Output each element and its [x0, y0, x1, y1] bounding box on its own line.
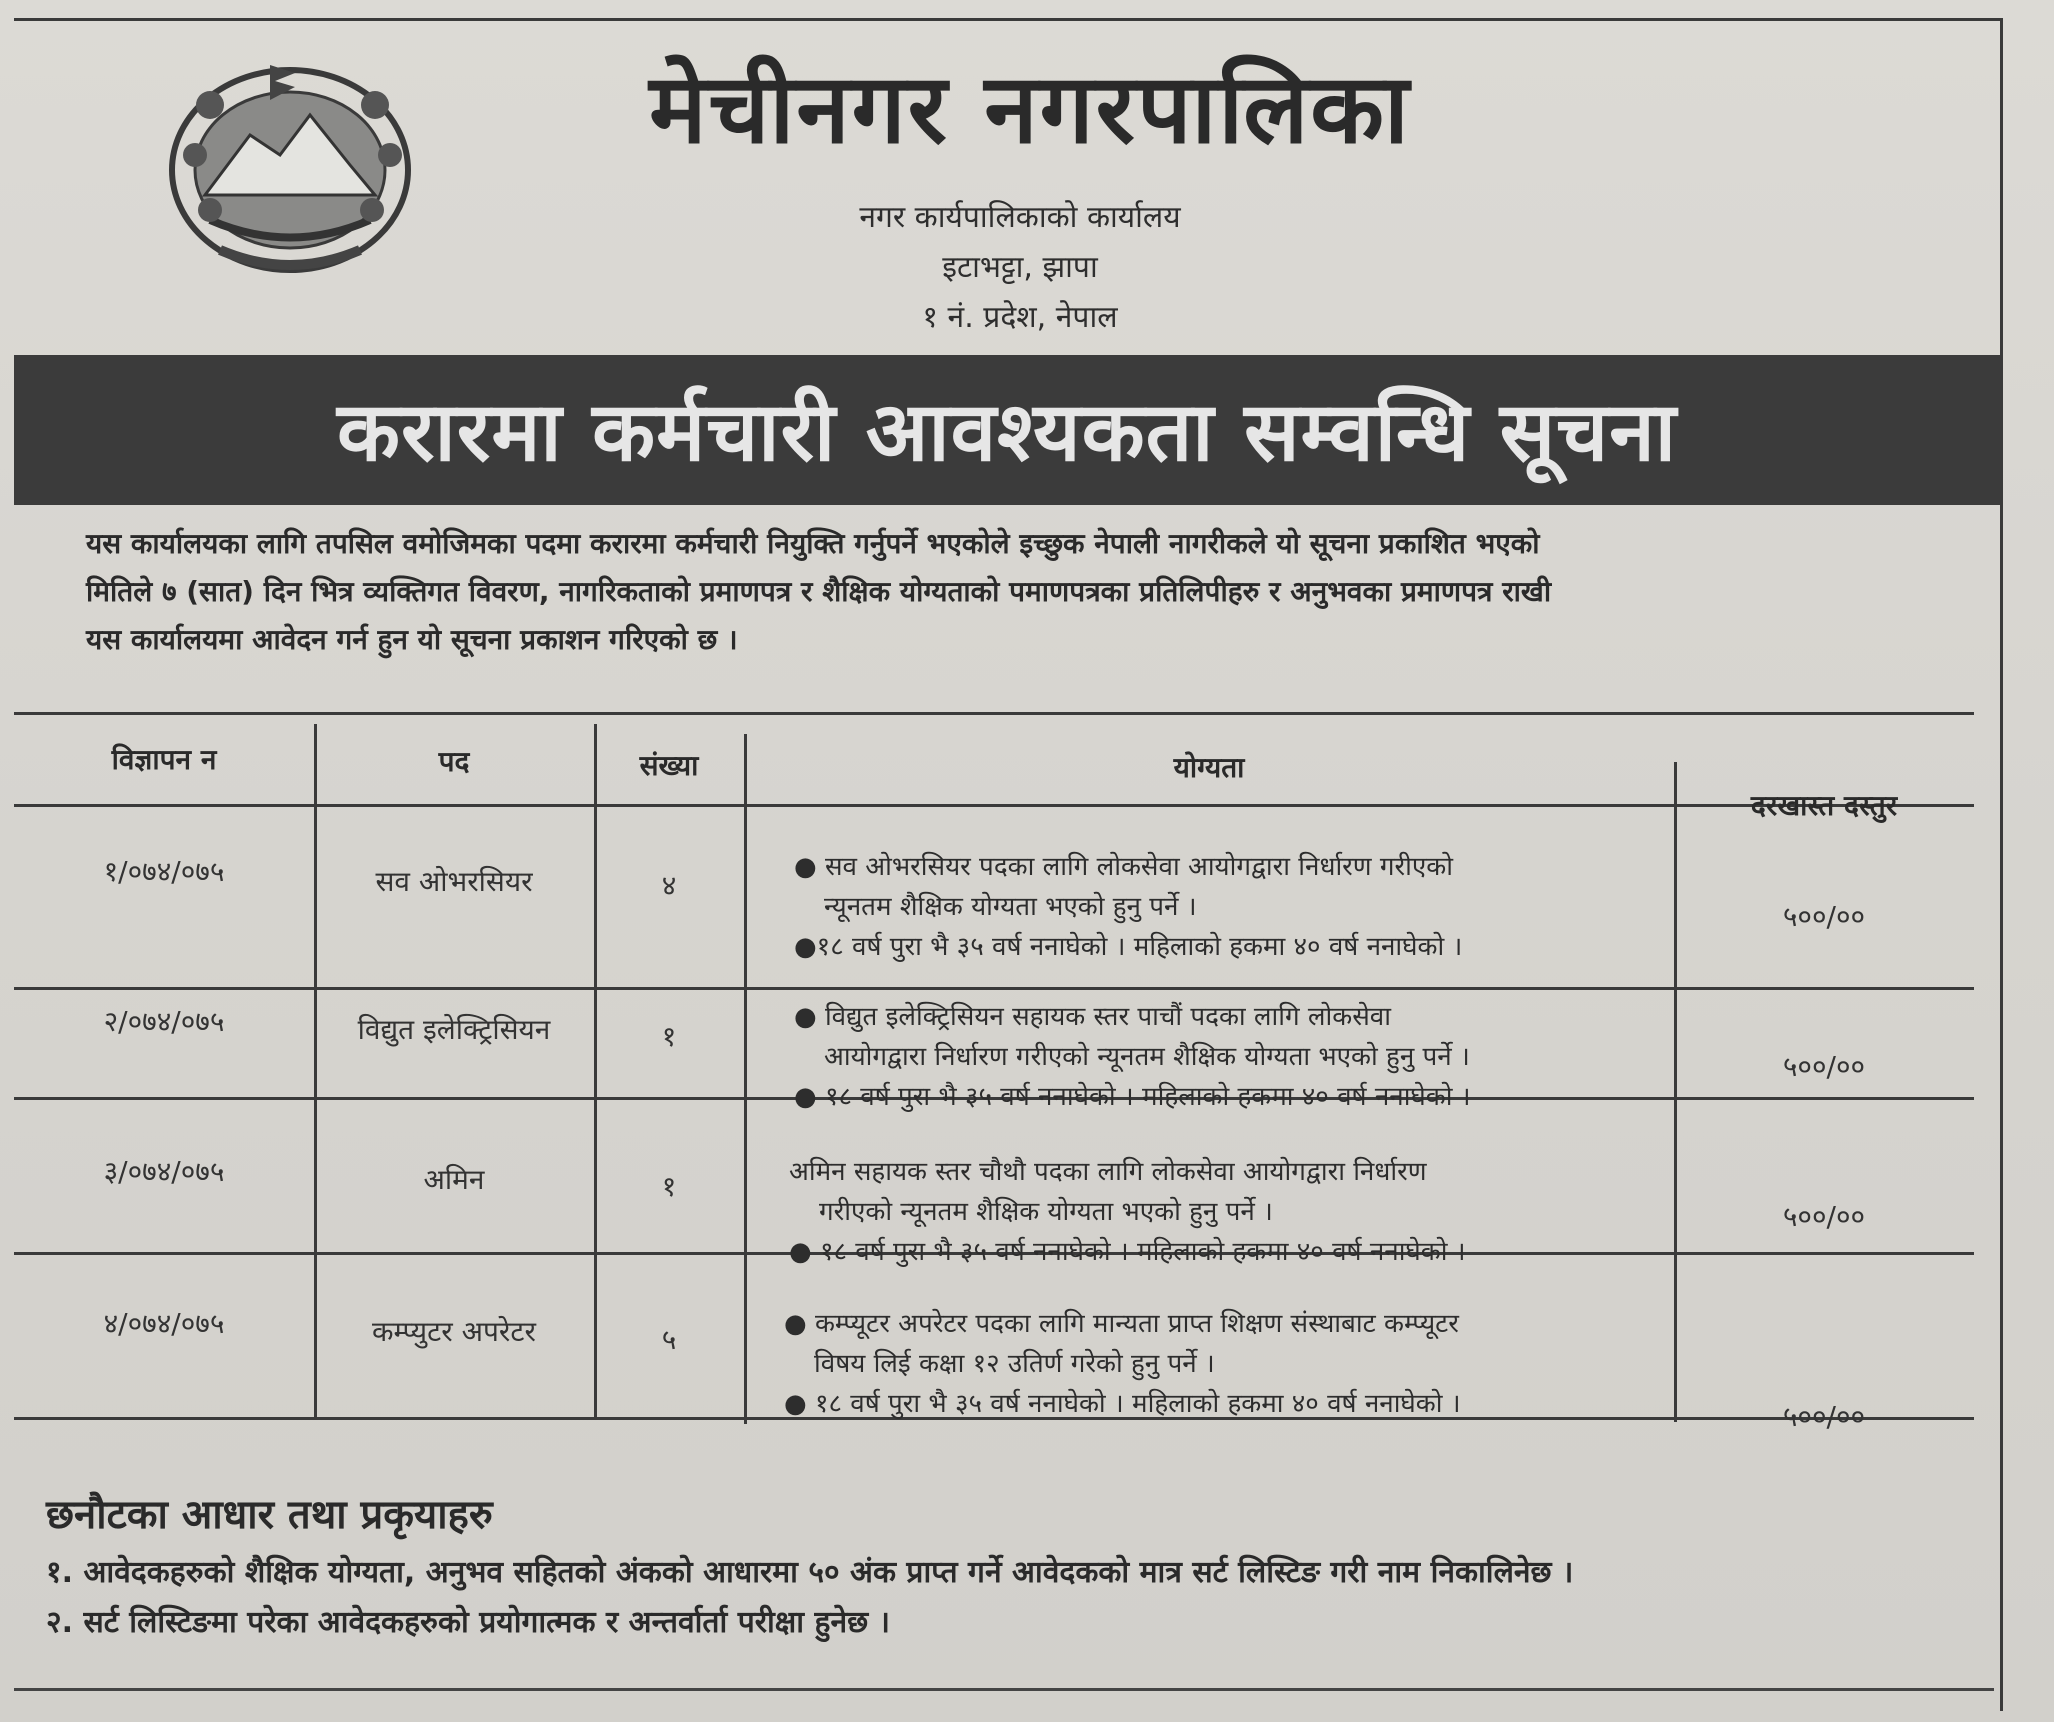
vacancy-table [14, 712, 1974, 1462]
intro-line: यस कार्यालयमा आवेदन गर्न हुन यो सूचना प्रकाशन गरिएको छ । [86, 623, 738, 656]
row-ad-no: २/०७४/०७५ [103, 1005, 225, 1038]
criteria-item: १. आवेदकहरुको शैक्षिक योग्यता, अनुभव सहितको अंकको आधारमा ५० अंक प्राप्त गर्ने आवेदकको मात्र सर्ट लिस्टिङ गरी नाम निकालिनेछ । [46, 1555, 1574, 1590]
intro-line: यस कार्यालयका लागि तपसिल वमोजिमका पदमा करारमा कर्मचारी नियुक्ति गर्नुपर्ने भएकोले इच्छुक नेपाली नागरीकले यो सूचना प्रकाशित भएको [86, 527, 1540, 560]
row-post: कम्प्युटर अपरेटर [372, 1315, 536, 1348]
row-post: विद्युत इलेक्ट्रिसियन [357, 1013, 551, 1046]
row-qualification [794, 997, 1471, 1117]
row-post: सव ओभरसियर [375, 865, 533, 898]
notice-banner [14, 355, 2000, 505]
row-fee: ५००/०० [1782, 1400, 1866, 1433]
qualification-line: ● विद्युत इलेक्ट्रिसियन सहायक स्तर पाचौं पदका लागि लोकसेवा [794, 1002, 1392, 1032]
header-ad-no: विज्ञापन न [111, 743, 217, 776]
criteria-title: छनौटका आधार तथा प्रकृयाहरु [46, 1492, 493, 1538]
qualification-line: ● सव ओभरसियर पदका लागि लोकसेवा आयोगद्वारा निर्धारण गरीएको [794, 852, 1453, 882]
qualification-line: विषय लिई कक्षा १२ उतिर्ण गरेको हुनु पर्ने । [814, 1349, 1215, 1379]
header-qualification: योग्यता [1173, 751, 1245, 784]
row-qualification [784, 1304, 1461, 1424]
qualification-line: ● १८ वर्ष पुरा भै ३५ वर्ष ननाघेको । महिलाको हकमा ४० वर्ष ननाघेको । [794, 1082, 1471, 1112]
row-post: अमिन [423, 1163, 485, 1196]
bottom-divider [14, 1688, 1994, 1691]
row-qualification [794, 847, 1462, 967]
row-qualification [789, 1152, 1466, 1272]
qualification-line: ● १८ वर्ष पुरा भै ३५ वर्ष ननाघेको । महिलाको हकमा ४० वर्ष ननाघेको । [789, 1237, 1466, 1267]
org-name: मेचीनगर नगरपालिका [649, 53, 1411, 165]
qualification-line: न्यूनतम शैक्षिक योग्यता भएको हुनु पर्ने । [824, 892, 1197, 922]
office-province: १ नं. प्रदेश, नेपाल [922, 300, 1118, 335]
row-ad-no: १/०७४/०७५ [103, 855, 225, 888]
qualification-line: गरीएको न्यूनतम शैक्षिक योग्यता भएको हुनु पर्ने । [819, 1197, 1273, 1227]
criteria-item: २. सर्ट लिस्टिङमा परेका आवेदकहरुको प्रयोगात्मक र अन्तर्वार्ता परीक्षा हुनेछ । [46, 1605, 890, 1640]
qualification-line: अमिन सहायक स्तर चौथौ पदका लागि लोकसेवा आयोगद्वारा निर्धारण [789, 1157, 1427, 1187]
qualification-line: आयोगद्वारा निर्धारण गरीएको न्यूनतम शैक्षिक योग्यता भएको हुनु पर्ने । [824, 1042, 1470, 1072]
qualification-line: ● १८ वर्ष पुरा भै ३५ वर्ष ननाघेको । महिलाको हकमा ४० वर्ष ननाघेको । [784, 1389, 1461, 1419]
row-count: १ [661, 1170, 677, 1203]
nepal-emblem-icon [150, 45, 430, 285]
row-ad-no: ४/०७४/०७५ [103, 1307, 225, 1340]
row-ad-no: ३/०७४/०७५ [103, 1155, 225, 1188]
row-count: ४ [661, 869, 677, 902]
row-count: ५ [661, 1323, 677, 1356]
row-count: १ [661, 1020, 677, 1053]
row-fee: ५००/०० [1782, 1050, 1866, 1083]
header-post: पद [438, 745, 470, 778]
qualification-line: ●१८ वर्ष पुरा भै ३५ वर्ष ननाघेको । महिलाको हकमा ४० वर्ष ननाघेको । [794, 932, 1463, 962]
intro-line: मितिले ७ (सात) दिन भित्र व्यक्तिगत विवरण, नागरिकताको प्रमाणपत्र र शैक्षिक योग्यताको पमाणपत्रका प्रतिलिपीहरु र अनुभवका प्रमाणपत्र राखी [86, 575, 1552, 608]
row-fee: ५००/०० [1782, 900, 1866, 933]
notice-title: करारमा कर्मचारी आवश्यकता सम्वन्धि सूचना [337, 385, 1677, 480]
office-location: इटाभट्टा, झापा [942, 250, 1098, 285]
office-name: नगर कार्यपालिकाको कार्यालय [859, 200, 1181, 235]
row-fee: ५००/०० [1782, 1200, 1866, 1233]
header-fee: दरखास्त दस्तुर [1750, 789, 1898, 822]
intro-paragraph [86, 520, 1946, 664]
qualification-line: ● कम्प्यूटर अपरेटर पदका लागि मान्यता प्राप्त शिक्षण संस्थाबाट कम्प्यूटर [784, 1309, 1459, 1339]
header-count: संख्या [639, 749, 699, 782]
